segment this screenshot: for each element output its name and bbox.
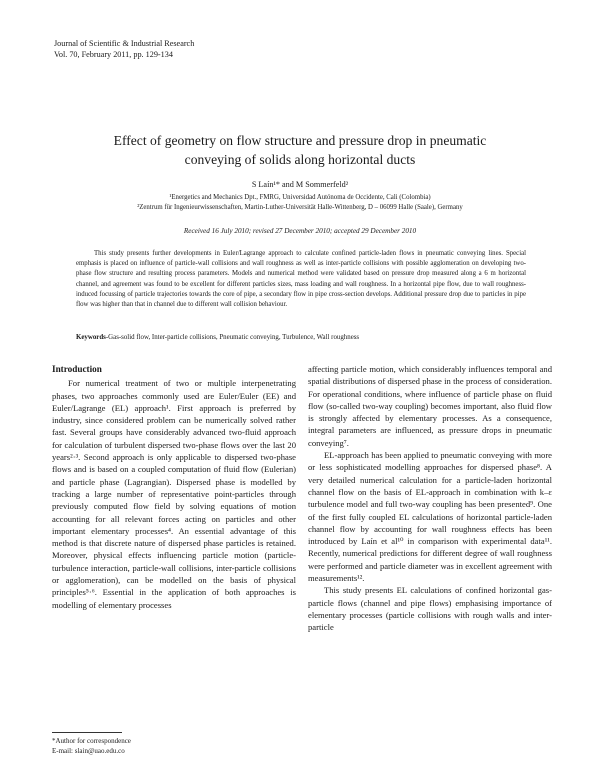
keywords-text: -Gas-solid flow, Inter-particle collisions, Pneumatic conveying, Turbulence, Wall roughness — [105, 334, 360, 341]
keywords-label: Keywords — [76, 334, 106, 341]
footnote-divider — [52, 732, 122, 733]
received-dates: Received 16 July 2010; revised 27 December 2010; accepted 29 December 2010 — [183, 227, 417, 235]
left-column — [52, 363, 296, 611]
paragraph: EL-approach has been applied to pneumatic conveying with more or less sophisticated modelling approaches for dispersed phase⁸. A very detailed numerical calculation for a particle-laden horizontal channel flow on the basis of EL-approach in combination with k–ε turbulence model and full two-way coupling has been presented⁹. One of the first fully coupled EL calculations of horizontal particle-laden channel flow by accounting for wall roughness effects has been introduced by Laín et al¹⁰ in comparison with experimental data¹¹. Recently, numerical predictions for different degree of wall roughness were performed and particle diameter was in excellent agreement with measurements¹². — [308, 450, 552, 584]
paragraph: affecting particle motion, which considerably influences temporal and spatial distributions of dispersed phase in the process of consideration. For operational conditions, where influence of particle phase on fluid flow (so-called two-way coupling) becomes important, also fluid flow is strongly affected by elementary processes. As a consequence, integral parameters are influenced, as pressure drops in pneumatic conveying⁷. — [308, 364, 552, 448]
right-column — [308, 363, 552, 634]
footnote-email: E-mail: slain@uao.edu.co — [52, 747, 125, 755]
journal-header — [54, 38, 194, 60]
paragraph: This study presents EL calculations of confined horizontal gas-particle flows (channel and pipe flows) emphasising importance of elementary processes (particle collisions with rough walls and inter-particle — [308, 585, 552, 633]
abstract: This study presents further developments in Euler/Lagrange approach to calculate confined particle-laden flows in pneumatic conveying lines. Special emphasis is placed on influence of particle-wall collisions and wall roughness as well as inter-particle collisions with possible agglomeration on developing two-phase flow structure and resulting process parameters. Models and numerical method were validated based on pressure drop measured along a 6 m horizontal channel, and agreement was found to be excellent for different particles sizes, mass loading and wall roughness. In a horizontal pipe flow, due to wall roughness-induced focussing of particle trajectories towards the core of pipe, a secondary flow in pipe cross-section develops. Additional pressure drop due to particles in pipe flow was higher than that in channel due to different wall collision behaviour. — [76, 250, 526, 309]
affiliations — [40, 193, 560, 213]
keywords — [76, 334, 526, 341]
affiliation-1: ¹Energetics and Mechanics Dpt., FMRG, Universidad Autónoma de Occidente, Cali (Colombia) — [169, 194, 431, 201]
authors: S Laín¹* and M Sommerfeld² — [251, 180, 349, 189]
journal-volume: Vol. 70, February 2011, pp. 129-134 — [54, 50, 173, 59]
affiliation-2: ²Zentrum für Ingenieurwissenschaften, Martin-Luther-Universität Halle-Wittenberg, D – 06099 Halle (Saale), Germany — [137, 204, 463, 211]
footnote — [52, 736, 131, 756]
title-line-2: conveying of solids along horizontal ducts — [184, 152, 416, 167]
journal-name: Journal of Scientific & Industrial Research — [54, 39, 195, 48]
paper-title — [60, 131, 540, 169]
section-heading-introduction: Introduction — [52, 364, 102, 374]
title-line-1: Effect of geometry on flow structure and pressure drop in pneumatic — [113, 133, 487, 148]
paragraph: For numerical treatment of two or multiple interpenetrating phases, two approaches commonly used are Euler/Euler (EE) and Euler/Lagrange (EL) approach¹. First approach is preferred by industry, since considered problem can be numerically solved rather fast. Several groups have considerably advanced two-fluid approach for calculation of turbulent dispersed two-phase flows over the last 20 years²·³. Second approach is only applicable to dispersed two-phase flows and is based on a coupled computation of fluid flow (Eulerian) and particle phase (Lagrangian). Dispersed phase is modelled by tracking a large number of representative point-particles through previously computed flow field by solving equations of motion accounting for all relevant forces acting on particles and other important elementary processes⁴. An essential advantage of this method is that discrete nature of dispersed phase particles is retained. Moreover, physical effects influencing particle motion (particle-turbulence interaction, particle-wall collisions, inter-particle collisions or agglomeration), can be modelled on the basis of physical principles⁵·⁶. Essential in the application of both approaches is modelling of elementary processes — [52, 378, 296, 610]
footnote-author: *Author for correspondence — [52, 737, 131, 745]
